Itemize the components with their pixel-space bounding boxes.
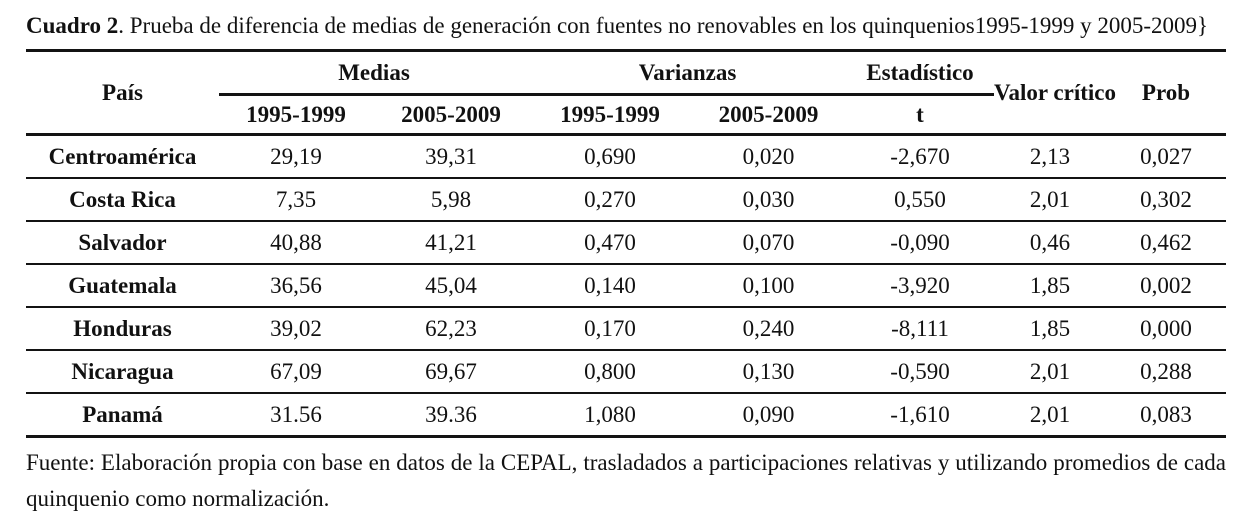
cell-t: -8,111	[891, 315, 949, 341]
cell-valor-critico: 1,85	[1029, 315, 1071, 341]
cell-t: 0,550	[894, 186, 946, 212]
header-pais: País	[102, 79, 143, 105]
cell-prob: 0,302	[1140, 186, 1192, 212]
table-row	[26, 178, 1226, 221]
cell-pais: Honduras	[73, 315, 172, 341]
cell-media2: 41,21	[425, 229, 477, 255]
cell-varianza2: 0,240	[742, 315, 795, 341]
cell-media1: 7,35	[275, 186, 317, 212]
cell-t: -3,920	[890, 272, 950, 298]
cell-media1: 29,19	[270, 143, 322, 169]
cell-media2: 39.36	[425, 401, 477, 427]
cell-prob: 0,027	[1140, 143, 1192, 169]
header-varianzas-group: Varianzas	[529, 51, 846, 95]
header-valor-critico: Valor crítico	[994, 79, 1116, 105]
caption-label: Cuadro 2	[26, 13, 119, 38]
cell-varianza2: 0,030	[742, 186, 795, 212]
cell-t: -1,610	[890, 401, 950, 427]
cell-t: -2,670	[890, 143, 950, 169]
cell-valor-critico: 1,85	[1029, 272, 1071, 298]
header-varianzas-period1: 1995-1999	[560, 101, 660, 127]
cell-varianza2: 0,090	[742, 401, 795, 427]
cell-prob: 0,462	[1140, 229, 1192, 255]
cell-valor-critico: 2,13	[1029, 143, 1071, 169]
cell-media2: 62,23	[425, 315, 477, 341]
cell-varianza1: 0,690	[584, 143, 636, 169]
cell-prob: 0,002	[1140, 272, 1192, 298]
cell-valor-critico: 0,46	[1029, 229, 1071, 255]
source-note: Fuente: Elaboración propia con base en datos de la CEPAL, trasladados a participaciones relativas y utilizando promedios de cada quinquenio como normalización.	[26, 450, 1226, 511]
table-row	[26, 221, 1226, 264]
cell-prob: 0,000	[1140, 315, 1192, 341]
cell-pais: Nicaragua	[71, 358, 174, 384]
cell-t: -0,590	[890, 358, 950, 384]
table-caption	[26, 8, 1225, 44]
cell-media1: 67,09	[270, 358, 322, 384]
cell-varianza2: 0,070	[742, 229, 795, 255]
cell-varianza2: 0,130	[742, 358, 795, 384]
cell-prob: 0,288	[1140, 358, 1192, 384]
cell-media2: 45,04	[425, 272, 477, 298]
cell-pais: Costa Rica	[69, 186, 176, 212]
cell-media2: 69,67	[425, 358, 477, 384]
table-row	[26, 393, 1226, 437]
header-t: t	[916, 101, 924, 127]
table-row	[26, 135, 1226, 179]
cell-varianza2: 0,020	[742, 143, 795, 169]
caption-text: . Prueba de diferencia de medias de generación con fuentes no renovables en los quinquenios1995-1999 y 2005-2009}	[118, 13, 1209, 38]
cell-prob: 0,083	[1140, 401, 1192, 427]
header-row-groups	[26, 51, 1226, 95]
table-row	[26, 307, 1226, 350]
cell-varianza2: 0,100	[742, 272, 795, 298]
cell-valor-critico: 2,01	[1029, 358, 1071, 384]
cell-varianza1: 0,140	[584, 272, 636, 298]
table-body	[26, 135, 1226, 437]
header-medias-group: Medias	[219, 51, 529, 95]
cell-pais: Salvador	[78, 229, 167, 255]
table-row	[26, 264, 1226, 307]
cell-media1: 31.56	[270, 401, 322, 427]
cell-pais: Centroamérica	[48, 143, 197, 169]
header-varianzas-period2: 2005-2009	[718, 101, 819, 127]
cell-media2: 5,98	[430, 186, 472, 212]
cell-valor-critico: 2,01	[1029, 401, 1071, 427]
cell-varianza1: 0,470	[584, 229, 636, 255]
cell-valor-critico: 2,01	[1029, 186, 1071, 212]
cell-varianza1: 1,080	[584, 401, 636, 427]
cell-media1: 40,88	[270, 229, 322, 255]
header-medias-period1: 1995-1999	[246, 101, 346, 127]
table-header	[26, 51, 1226, 135]
cell-varianza1: 0,270	[584, 186, 636, 212]
cell-media2: 39,31	[425, 143, 477, 169]
cell-media1: 36,56	[270, 272, 322, 298]
cell-pais: Panamá	[82, 401, 163, 427]
cell-media1: 39,02	[270, 315, 322, 341]
table-row	[26, 350, 1226, 393]
header-medias-period2: 2005-2009	[401, 101, 501, 127]
cell-pais: Guatemala	[68, 272, 177, 298]
statistics-table	[26, 49, 1226, 438]
cell-varianza1: 0,800	[584, 358, 636, 384]
cell-varianza1: 0,170	[584, 315, 636, 341]
header-estadistico: Estadístico	[846, 51, 994, 95]
cell-t: -0,090	[890, 229, 950, 255]
header-prob: Prob	[1141, 79, 1191, 105]
